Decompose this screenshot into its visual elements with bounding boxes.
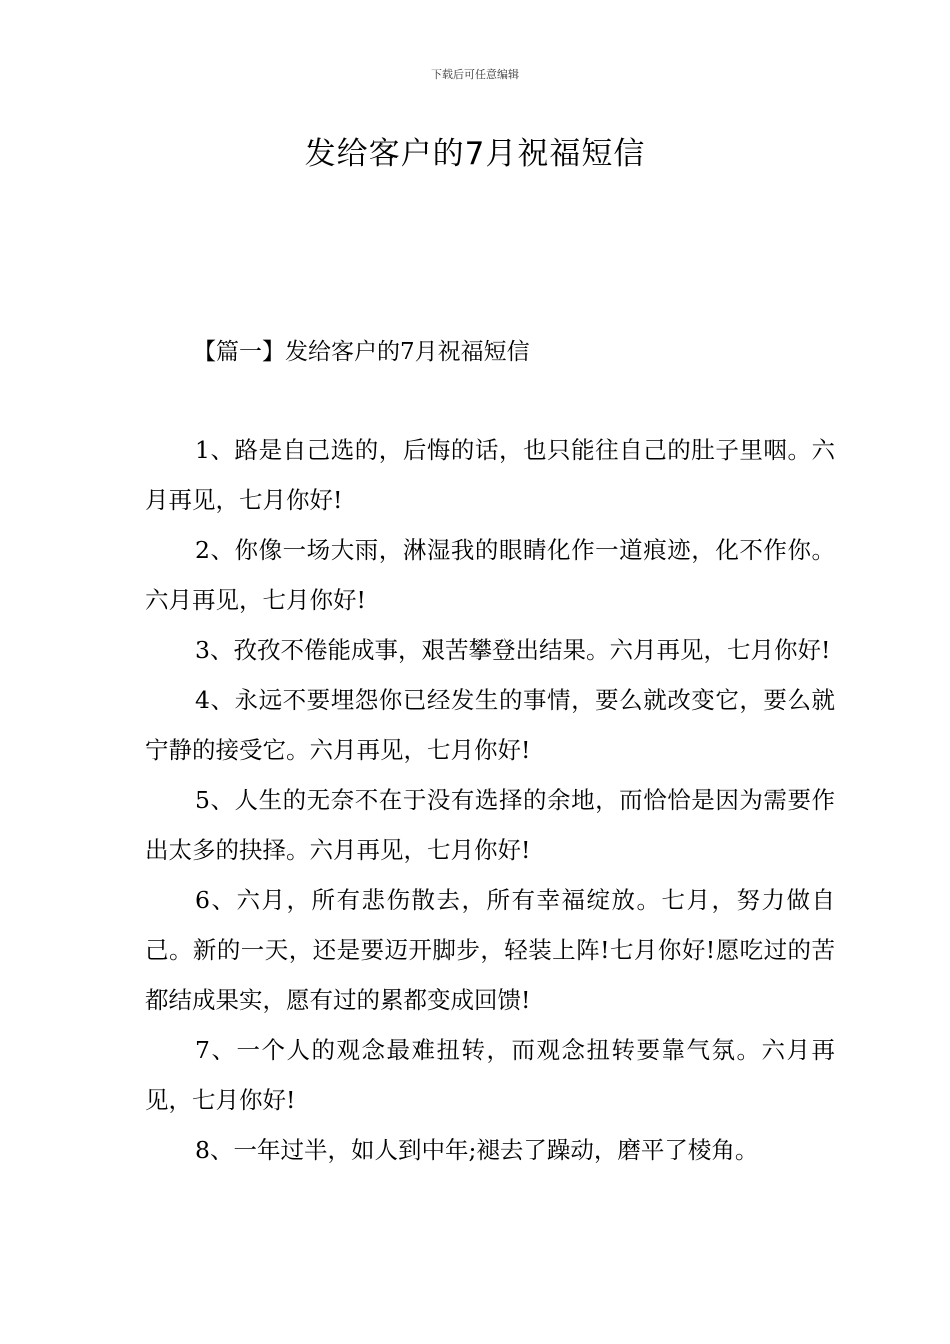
document-body <box>145 425 835 1175</box>
section-heading: 【篇一】发给客户的7月祝福短信 <box>193 339 530 365</box>
header-note: 下载后可任意编辑 <box>431 68 519 81</box>
paragraph: 4、永远不要埋怨你已经发生的事情，要么就改变它，要么就宁静的接受它。六月再见，七月你好! <box>145 686 835 764</box>
paragraph: 1、路是自己选的，后悔的话，也只能往自己的肚子里咽。六月再见，七月你好! <box>145 436 835 514</box>
paragraph: 5、人生的无奈不在于没有选择的余地，而恰恰是因为需要作出太多的抉择。六月再见，七月你好! <box>145 786 835 864</box>
paragraph: 8、一年过半，如人到中年;褪去了躁动，磨平了棱角。 <box>195 1136 759 1164</box>
paragraph: 2、你像一场大雨，淋湿我的眼睛化作一道痕迹，化不作你。六月再见，七月你好! <box>145 536 835 614</box>
paragraph: 3、孜孜不倦能成事，艰苦攀登出结果。六月再见，七月你好! <box>195 636 831 664</box>
document-title: 发给客户的7月祝福短信 <box>304 136 646 172</box>
paragraph: 7、一个人的观念最难扭转，而观念扭转要靠气氛。六月再见，七月你好! <box>145 1036 835 1114</box>
paragraph: 6、六月，所有悲伤散去，所有幸福绽放。七月，努力做自己。新的一天，还是要迈开脚步，轻装上阵!七月你好!愿吃过的苦都结成果实，愿有过的累都变成回馈! <box>145 886 835 1014</box>
